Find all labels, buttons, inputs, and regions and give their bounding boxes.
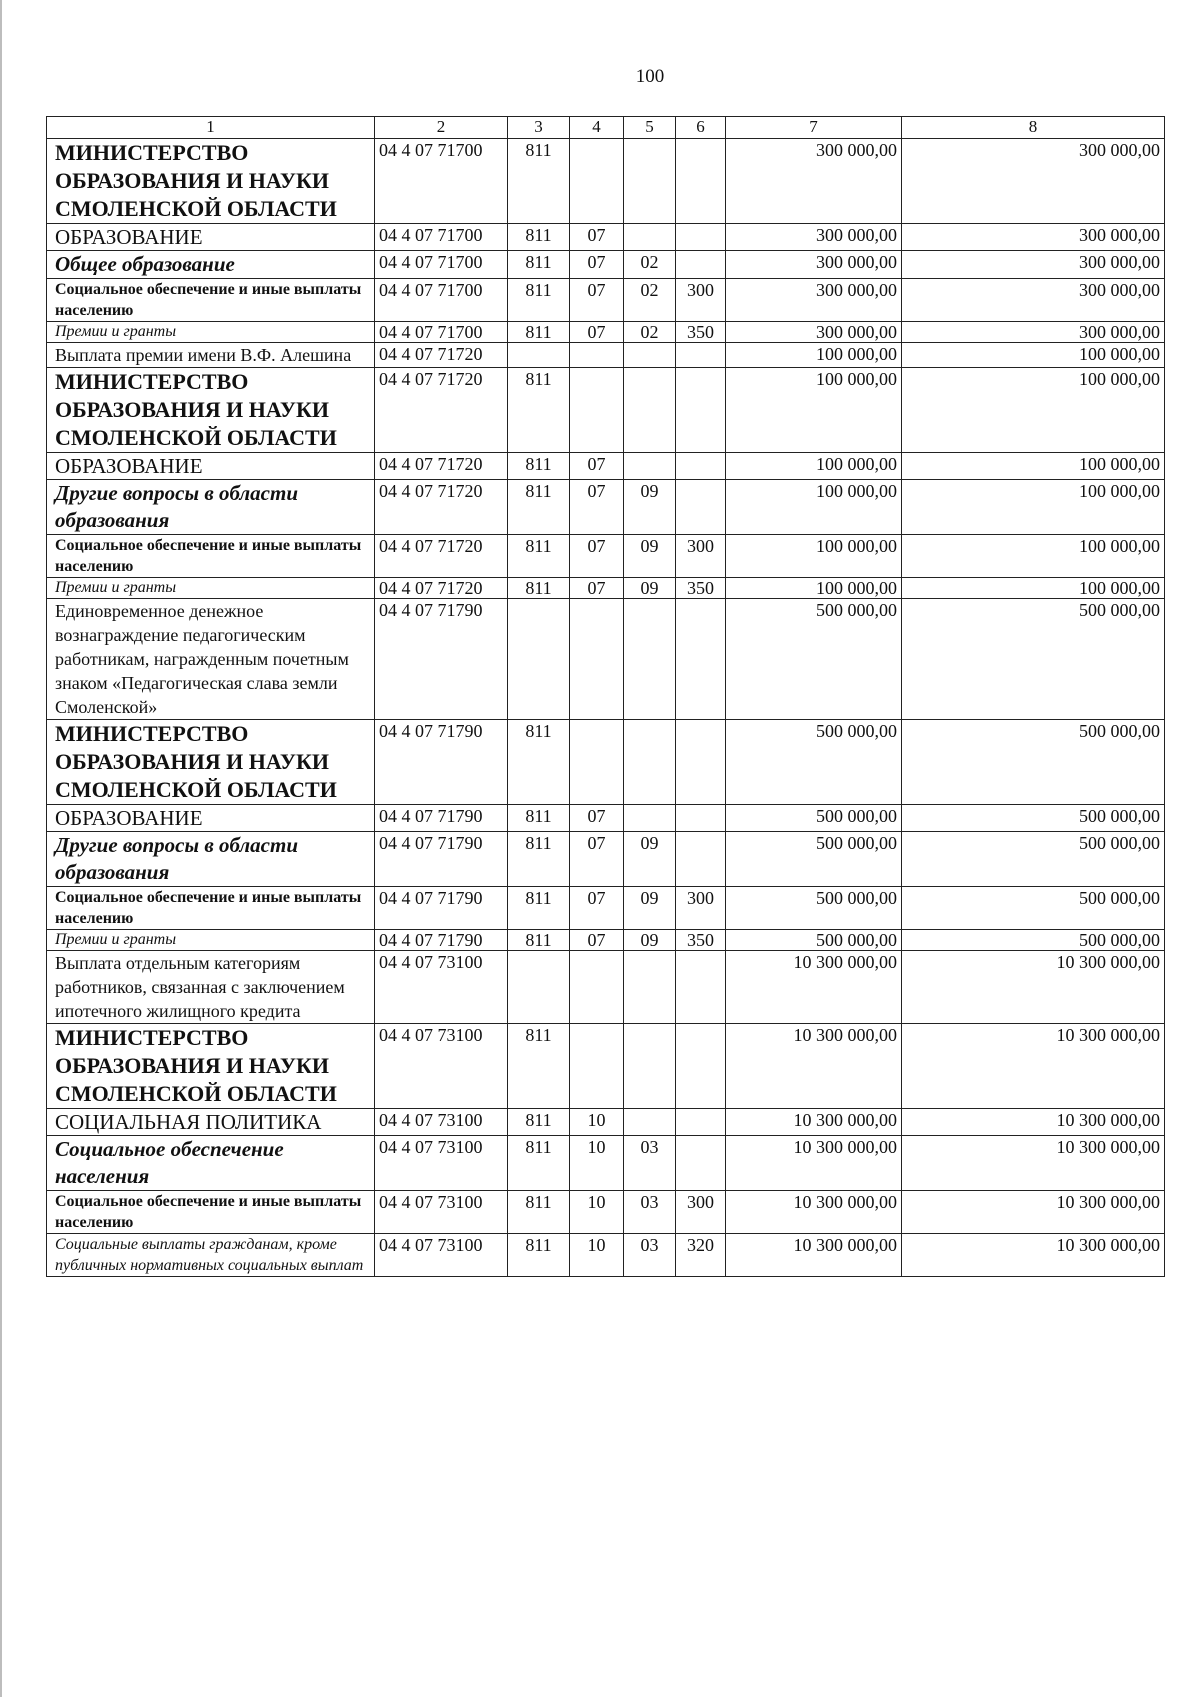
cell-section-code	[570, 368, 624, 453]
cell-expense-type-code	[676, 832, 726, 887]
cell-name: Социальное обеспечение и иные выплаты населению	[47, 279, 375, 322]
cell-amount-year1: 500 000,00	[726, 599, 902, 720]
cell-name: Социальное обеспечение и иные выплаты населению	[47, 887, 375, 930]
cell-section-code: 07	[570, 930, 624, 951]
cell-subsection-code	[624, 805, 676, 832]
cell-amount-year2: 10 300 000,00	[902, 1136, 1165, 1191]
cell-subsection-code	[624, 951, 676, 1024]
cell-target-code: 04 4 07 73100	[375, 1024, 508, 1109]
cell-subsection-code	[624, 453, 676, 480]
cell-subsection-code: 09	[624, 480, 676, 535]
cell-name: Премии и гранты	[47, 930, 375, 951]
cell-expense-type-code: 350	[676, 930, 726, 951]
cell-name: Другие вопросы в области образования	[47, 832, 375, 887]
table-row	[47, 930, 1165, 951]
cell-ministry-code: 811	[508, 720, 570, 805]
cell-subsection-code: 02	[624, 251, 676, 279]
cell-expense-type-code: 350	[676, 322, 726, 343]
cell-ministry-code: 811	[508, 887, 570, 930]
cell-ministry-code: 811	[508, 279, 570, 322]
table-row	[47, 453, 1165, 480]
header-cell: 1	[47, 117, 375, 139]
cell-name: Другие вопросы в области образования	[47, 480, 375, 535]
table-row	[47, 1024, 1165, 1109]
header-cell: 3	[508, 117, 570, 139]
cell-name: Общее образование	[47, 251, 375, 279]
cell-name: Социальное обеспечение населения	[47, 1136, 375, 1191]
cell-section-code: 10	[570, 1109, 624, 1136]
cell-ministry-code: 811	[508, 453, 570, 480]
cell-amount-year2: 100 000,00	[902, 368, 1165, 453]
cell-target-code: 04 4 07 73100	[375, 1136, 508, 1191]
table-row	[47, 578, 1165, 599]
cell-amount-year1: 100 000,00	[726, 578, 902, 599]
cell-name: Социальное обеспечение и иные выплаты населению	[47, 535, 375, 578]
cell-amount-year2: 500 000,00	[902, 599, 1165, 720]
table-row	[47, 1136, 1165, 1191]
cell-amount-year2: 500 000,00	[902, 887, 1165, 930]
cell-amount-year1: 300 000,00	[726, 279, 902, 322]
cell-name: МИНИСТЕРСТВО ОБРАЗОВАНИЯ И НАУКИ СМОЛЕНСКОЙ ОБЛАСТИ	[47, 139, 375, 224]
cell-ministry-code: 811	[508, 930, 570, 951]
cell-subsection-code	[624, 343, 676, 368]
cell-amount-year2: 500 000,00	[902, 930, 1165, 951]
cell-target-code: 04 4 07 71790	[375, 599, 508, 720]
cell-name: Премии и гранты	[47, 578, 375, 599]
scan-edge-line	[0, 0, 2, 1697]
table-body	[47, 117, 1165, 1277]
header-cell: 7	[726, 117, 902, 139]
cell-name: МИНИСТЕРСТВО ОБРАЗОВАНИЯ И НАУКИ СМОЛЕНСКОЙ ОБЛАСТИ	[47, 720, 375, 805]
cell-section-code	[570, 951, 624, 1024]
cell-ministry-code: 811	[508, 535, 570, 578]
cell-target-code: 04 4 07 71790	[375, 930, 508, 951]
cell-amount-year1: 100 000,00	[726, 453, 902, 480]
cell-subsection-code	[624, 599, 676, 720]
cell-section-code: 07	[570, 887, 624, 930]
cell-amount-year1: 500 000,00	[726, 832, 902, 887]
cell-subsection-code: 09	[624, 578, 676, 599]
cell-ministry-code: 811	[508, 578, 570, 599]
cell-amount-year2: 10 300 000,00	[902, 951, 1165, 1024]
cell-amount-year1: 10 300 000,00	[726, 1109, 902, 1136]
cell-name: ОБРАЗОВАНИЕ	[47, 453, 375, 480]
cell-ministry-code: 811	[508, 1109, 570, 1136]
cell-ministry-code: 811	[508, 805, 570, 832]
cell-amount-year1: 100 000,00	[726, 535, 902, 578]
cell-amount-year2: 10 300 000,00	[902, 1234, 1165, 1277]
cell-ministry-code: 811	[508, 368, 570, 453]
header-cell: 2	[375, 117, 508, 139]
cell-expense-type-code	[676, 368, 726, 453]
cell-amount-year2: 100 000,00	[902, 480, 1165, 535]
table-row	[47, 720, 1165, 805]
cell-target-code: 04 4 07 73100	[375, 951, 508, 1024]
cell-section-code: 07	[570, 224, 624, 251]
cell-amount-year2: 500 000,00	[902, 832, 1165, 887]
cell-amount-year2: 10 300 000,00	[902, 1109, 1165, 1136]
table-row	[47, 535, 1165, 578]
cell-section-code	[570, 599, 624, 720]
cell-expense-type-code	[676, 1109, 726, 1136]
cell-expense-type-code: 300	[676, 279, 726, 322]
header-cell: 8	[902, 117, 1165, 139]
cell-expense-type-code: 300	[676, 535, 726, 578]
cell-target-code: 04 4 07 71720	[375, 343, 508, 368]
cell-name: СОЦИАЛЬНАЯ ПОЛИТИКА	[47, 1109, 375, 1136]
cell-amount-year1: 500 000,00	[726, 930, 902, 951]
cell-expense-type-code	[676, 599, 726, 720]
cell-amount-year2: 100 000,00	[902, 535, 1165, 578]
cell-subsection-code: 02	[624, 322, 676, 343]
cell-name: Единовременное денежное вознаграждение педагогическим работникам, награжденным почетным знаком «Педагогическая слава земли Смоленской»	[47, 599, 375, 720]
cell-name: МИНИСТЕРСТВО ОБРАЗОВАНИЯ И НАУКИ СМОЛЕНСКОЙ ОБЛАСТИ	[47, 368, 375, 453]
cell-target-code: 04 4 07 73100	[375, 1234, 508, 1277]
cell-ministry-code: 811	[508, 480, 570, 535]
cell-expense-type-code	[676, 139, 726, 224]
cell-section-code: 07	[570, 251, 624, 279]
cell-amount-year1: 100 000,00	[726, 480, 902, 535]
table-row	[47, 1234, 1165, 1277]
cell-section-code: 07	[570, 805, 624, 832]
cell-amount-year2: 500 000,00	[902, 720, 1165, 805]
cell-section-code	[570, 1024, 624, 1109]
table-row	[47, 1191, 1165, 1234]
cell-subsection-code: 03	[624, 1191, 676, 1234]
cell-subsection-code	[624, 720, 676, 805]
cell-expense-type-code: 320	[676, 1234, 726, 1277]
header-cell: 4	[570, 117, 624, 139]
cell-ministry-code	[508, 343, 570, 368]
cell-expense-type-code	[676, 720, 726, 805]
cell-target-code: 04 4 07 71700	[375, 322, 508, 343]
cell-amount-year2: 300 000,00	[902, 322, 1165, 343]
table-row	[47, 343, 1165, 368]
cell-name: Премии и гранты	[47, 322, 375, 343]
cell-expense-type-code: 300	[676, 1191, 726, 1234]
cell-target-code: 04 4 07 71720	[375, 480, 508, 535]
cell-expense-type-code	[676, 951, 726, 1024]
cell-expense-type-code	[676, 480, 726, 535]
cell-section-code: 07	[570, 578, 624, 599]
cell-name: ОБРАЗОВАНИЕ	[47, 805, 375, 832]
cell-expense-type-code: 350	[676, 578, 726, 599]
cell-amount-year2: 100 000,00	[902, 343, 1165, 368]
table-row	[47, 322, 1165, 343]
cell-ministry-code	[508, 951, 570, 1024]
cell-ministry-code: 811	[508, 1234, 570, 1277]
cell-target-code: 04 4 07 71700	[375, 251, 508, 279]
cell-ministry-code: 811	[508, 139, 570, 224]
cell-section-code: 07	[570, 279, 624, 322]
cell-amount-year1: 500 000,00	[726, 805, 902, 832]
cell-target-code: 04 4 07 73100	[375, 1109, 508, 1136]
cell-subsection-code	[624, 1024, 676, 1109]
cell-amount-year1: 10 300 000,00	[726, 1024, 902, 1109]
cell-subsection-code: 09	[624, 832, 676, 887]
table-row	[47, 251, 1165, 279]
cell-amount-year2: 10 300 000,00	[902, 1191, 1165, 1234]
cell-subsection-code: 03	[624, 1136, 676, 1191]
table-row	[47, 951, 1165, 1024]
cell-amount-year1: 100 000,00	[726, 368, 902, 453]
cell-target-code: 04 4 07 71720	[375, 368, 508, 453]
cell-target-code: 04 4 07 71700	[375, 224, 508, 251]
cell-ministry-code: 811	[508, 251, 570, 279]
cell-expense-type-code	[676, 805, 726, 832]
cell-name: Социальное обеспечение и иные выплаты населению	[47, 1191, 375, 1234]
cell-expense-type-code	[676, 453, 726, 480]
header-cell: 5	[624, 117, 676, 139]
cell-ministry-code: 811	[508, 322, 570, 343]
cell-subsection-code: 09	[624, 930, 676, 951]
cell-target-code: 04 4 07 71790	[375, 832, 508, 887]
cell-expense-type-code	[676, 1024, 726, 1109]
page-number: 100	[635, 66, 665, 87]
cell-amount-year2: 10 300 000,00	[902, 1024, 1165, 1109]
cell-amount-year1: 300 000,00	[726, 139, 902, 224]
cell-target-code: 04 4 07 71700	[375, 279, 508, 322]
cell-target-code: 04 4 07 71700	[375, 139, 508, 224]
cell-ministry-code: 811	[508, 1136, 570, 1191]
cell-ministry-code	[508, 599, 570, 720]
table-row	[47, 480, 1165, 535]
cell-section-code: 10	[570, 1136, 624, 1191]
cell-amount-year1: 10 300 000,00	[726, 1191, 902, 1234]
cell-amount-year1: 300 000,00	[726, 322, 902, 343]
budget-table	[46, 116, 1165, 1277]
cell-section-code: 10	[570, 1191, 624, 1234]
cell-section-code: 10	[570, 1234, 624, 1277]
cell-subsection-code: 03	[624, 1234, 676, 1277]
cell-subsection-code: 09	[624, 887, 676, 930]
cell-subsection-code: 09	[624, 535, 676, 578]
cell-amount-year2: 500 000,00	[902, 805, 1165, 832]
cell-amount-year1: 500 000,00	[726, 887, 902, 930]
table-row	[47, 368, 1165, 453]
table-row	[47, 1109, 1165, 1136]
cell-section-code	[570, 720, 624, 805]
cell-expense-type-code	[676, 343, 726, 368]
cell-name: МИНИСТЕРСТВО ОБРАЗОВАНИЯ И НАУКИ СМОЛЕНСКОЙ ОБЛАСТИ	[47, 1024, 375, 1109]
cell-section-code: 07	[570, 832, 624, 887]
table-row	[47, 224, 1165, 251]
cell-subsection-code	[624, 139, 676, 224]
cell-target-code: 04 4 07 71790	[375, 805, 508, 832]
cell-target-code: 04 4 07 71720	[375, 453, 508, 480]
cell-subsection-code	[624, 224, 676, 251]
cell-target-code: 04 4 07 71720	[375, 578, 508, 599]
table-row	[47, 139, 1165, 224]
cell-section-code: 07	[570, 535, 624, 578]
cell-amount-year2: 300 000,00	[902, 251, 1165, 279]
cell-amount-year2: 300 000,00	[902, 139, 1165, 224]
cell-name: Социальные выплаты гражданам, кроме публичных нормативных социальных выплат	[47, 1234, 375, 1277]
cell-amount-year1: 500 000,00	[726, 720, 902, 805]
cell-subsection-code	[624, 1109, 676, 1136]
cell-amount-year2: 100 000,00	[902, 578, 1165, 599]
cell-name: ОБРАЗОВАНИЕ	[47, 224, 375, 251]
cell-amount-year2: 300 000,00	[902, 279, 1165, 322]
table-row	[47, 279, 1165, 322]
cell-section-code	[570, 139, 624, 224]
cell-amount-year1: 10 300 000,00	[726, 1234, 902, 1277]
cell-section-code	[570, 343, 624, 368]
table-row	[47, 832, 1165, 887]
cell-ministry-code: 811	[508, 1024, 570, 1109]
cell-amount-year1: 10 300 000,00	[726, 951, 902, 1024]
cell-expense-type-code	[676, 224, 726, 251]
cell-expense-type-code: 300	[676, 887, 726, 930]
cell-subsection-code	[624, 368, 676, 453]
cell-amount-year2: 100 000,00	[902, 453, 1165, 480]
cell-subsection-code: 02	[624, 279, 676, 322]
cell-target-code: 04 4 07 71790	[375, 887, 508, 930]
header-row	[47, 117, 1165, 139]
cell-section-code: 07	[570, 480, 624, 535]
cell-ministry-code: 811	[508, 832, 570, 887]
table-row	[47, 599, 1165, 720]
table-row	[47, 887, 1165, 930]
cell-target-code: 04 4 07 71790	[375, 720, 508, 805]
cell-section-code: 07	[570, 453, 624, 480]
cell-amount-year1: 300 000,00	[726, 224, 902, 251]
cell-expense-type-code	[676, 251, 726, 279]
cell-name: Выплата премии имени В.Ф. Алешина	[47, 343, 375, 368]
cell-amount-year2: 300 000,00	[902, 224, 1165, 251]
cell-section-code: 07	[570, 322, 624, 343]
cell-amount-year1: 100 000,00	[726, 343, 902, 368]
header-cell: 6	[676, 117, 726, 139]
cell-amount-year1: 10 300 000,00	[726, 1136, 902, 1191]
cell-expense-type-code	[676, 1136, 726, 1191]
table-row	[47, 805, 1165, 832]
cell-ministry-code: 811	[508, 224, 570, 251]
cell-target-code: 04 4 07 73100	[375, 1191, 508, 1234]
cell-target-code: 04 4 07 71720	[375, 535, 508, 578]
cell-ministry-code: 811	[508, 1191, 570, 1234]
cell-name: Выплата отдельным категориям работников, связанная с заключением ипотечного жилищного кредита	[47, 951, 375, 1024]
cell-amount-year1: 300 000,00	[726, 251, 902, 279]
